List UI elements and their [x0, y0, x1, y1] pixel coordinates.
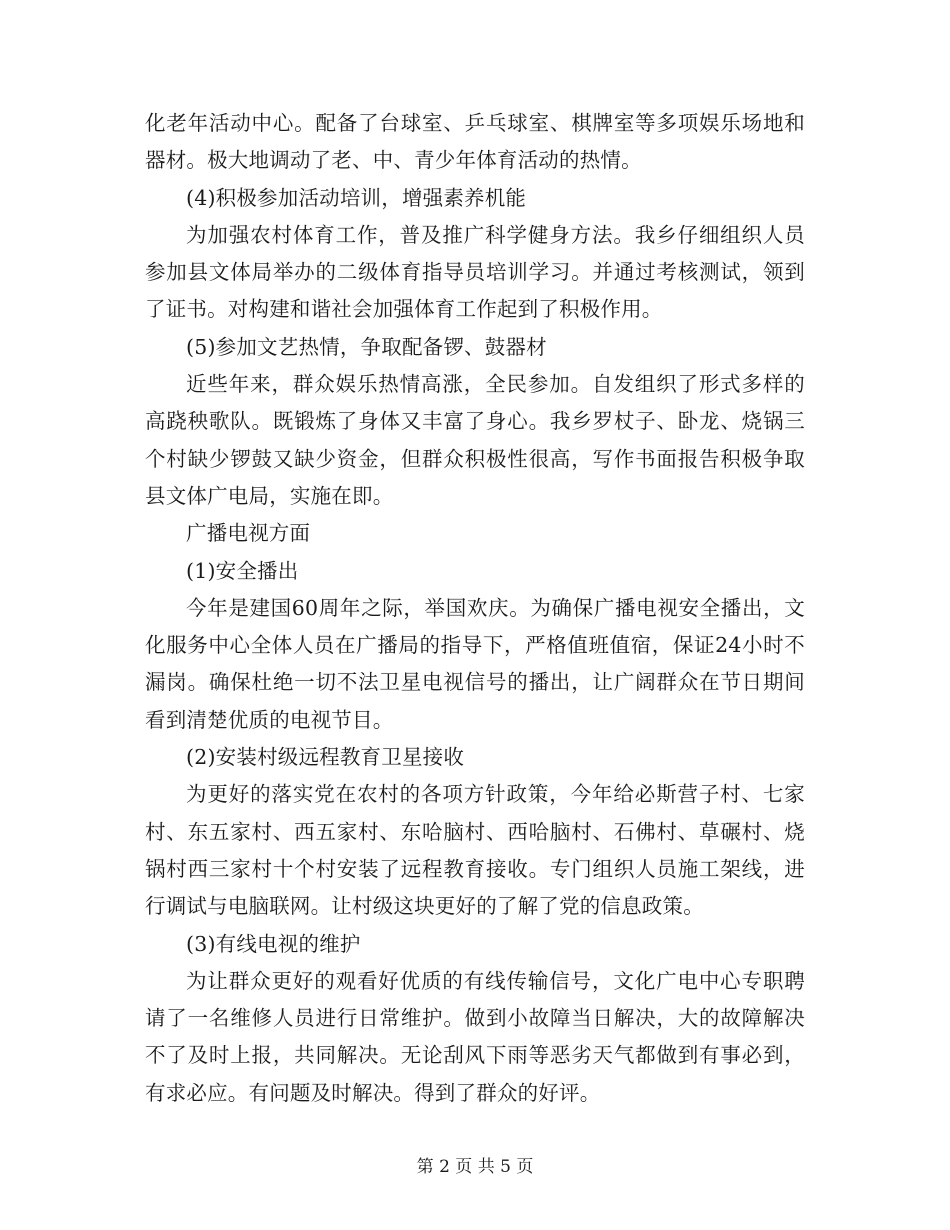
section-heading: (5)参加文艺热情，争取配备锣、鼓器材: [186, 334, 547, 359]
paragraph: 为更好的落实党在农村的各项方针政策，今年给必斯营子村、七家村、东五家村、西五家村、东哈脑村、西哈脑村、石佛村、草碾村、烧锅村西三家村十个村安装了远程教育接收。专门组织人员施工架线，进行调试与电脑联网。让村级这块更好的了解了党的信息政策。: [145, 782, 805, 919]
section-heading: 广播电视方面: [186, 521, 311, 546]
section-heading: (2)安装村级远程教育卫星接收: [186, 745, 465, 770]
paragraph: 今年是建国60周年之际，举国欢庆。为确保广播电视安全播出，文化服务中心全体人员在广播局的指导下，严格值班值宿，保证24小时不漏岗。确保杜绝一切不法卫星电视信号的播出，让广阔群众在节日期间看到清楚优质的电视节目。: [145, 595, 805, 732]
paragraph: 化老年活动中心。配备了台球室、乒乓球室、棋牌室等多项娱乐场地和器材。极大地调动了老、中、青少年体育活动的热情。: [145, 111, 805, 173]
document-body: [145, 105, 805, 1112]
paragraph: 近些年来，群众娱乐热情高涨，全民参加。自发组织了形式多样的高跷秧歌队。既锻炼了身体又丰富了身心。我乡罗杖子、卧龙、烧锅三个村缺少锣鼓又缺少资金，但群众积极性很高，写作书面报告积极争取县文体广电局，实施在即。: [145, 372, 805, 508]
paragraph: 为加强农村体育工作，普及推广科学健身方法。我乡仔细组织人员参加县文体局举办的二级体育指导员培训学习。并通过考核测试，领到了证书。对构建和谐社会加强体育工作起到了积极作用。: [145, 222, 805, 322]
paragraph: 为让群众更好的观看好优质的有线传输信号，文化广电中心专职聘请了一名维修人员进行日常维护。做到小故障当日解决，大的故障解决不了及时上报，共同解决。无论刮风下雨等恶劣天气都做到有事必到，有求必应。有问题及时解决。得到了群众的好评。: [145, 968, 805, 1105]
section-heading: (4)积极参加活动培训，增强素养机能: [186, 185, 527, 210]
section-heading: (3)有线电视的维护: [186, 931, 361, 956]
section-heading: (1)安全播出: [186, 558, 299, 583]
page-number-footer: 第 2 页 共 5 页: [416, 1157, 534, 1177]
